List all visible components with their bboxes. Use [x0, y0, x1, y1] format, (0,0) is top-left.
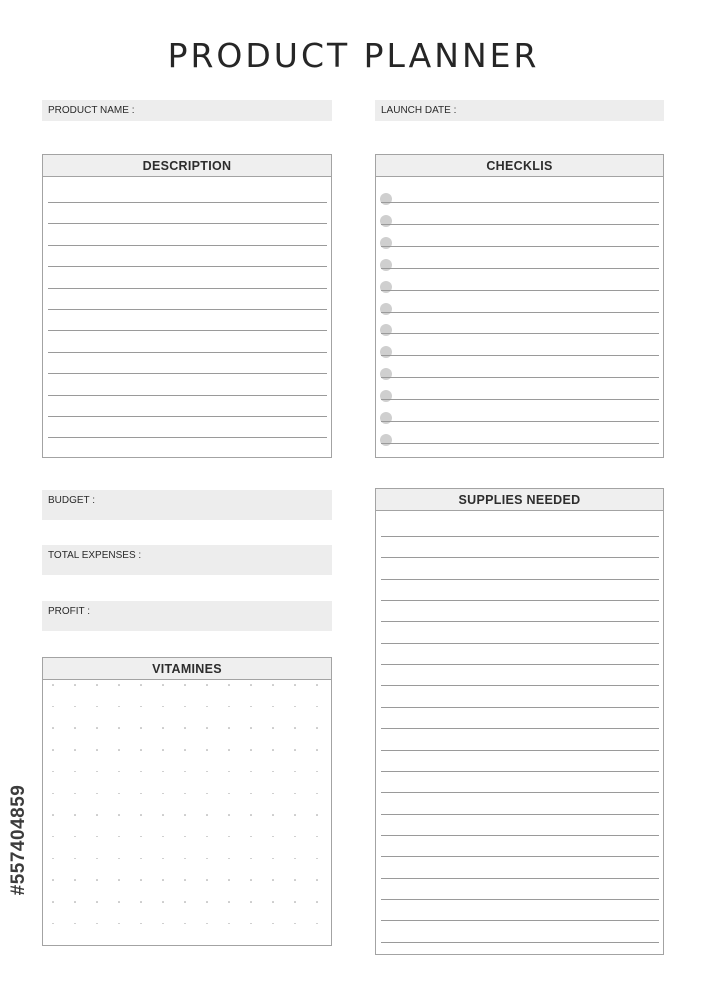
- grid-dot: [184, 684, 186, 686]
- grid-dot: [118, 814, 120, 816]
- grid-dot: [140, 727, 142, 729]
- description-line: [48, 437, 327, 438]
- grid-dot: [206, 684, 208, 686]
- checklist-line: [381, 224, 659, 225]
- grid-dot: [74, 901, 76, 903]
- grid-dot: [272, 793, 274, 795]
- grid-dot: [96, 706, 98, 708]
- description-line: [48, 330, 327, 331]
- grid-dot: [228, 727, 230, 729]
- grid-dot: [206, 727, 208, 729]
- grid-dot: [96, 901, 98, 903]
- grid-dot: [162, 836, 164, 838]
- grid-dot: [272, 727, 274, 729]
- grid-dot: [74, 879, 76, 881]
- grid-dot: [294, 706, 296, 708]
- supplies-line: [381, 771, 659, 772]
- grid-dot: [316, 706, 318, 708]
- grid-dot: [228, 749, 230, 751]
- grid-dot: [184, 923, 186, 925]
- supplies-header: SUPPLIES NEEDED: [376, 489, 663, 511]
- grid-dot: [316, 879, 318, 881]
- grid-dot: [118, 836, 120, 838]
- checklist-box: [375, 154, 664, 458]
- description-line: [48, 309, 327, 310]
- grid-dot: [162, 749, 164, 751]
- grid-dot: [294, 771, 296, 773]
- grid-dot: [250, 923, 252, 925]
- grid-dot: [118, 771, 120, 773]
- grid-dot: [74, 814, 76, 816]
- grid-dot: [52, 727, 54, 729]
- supplies-line: [381, 707, 659, 708]
- grid-dot: [140, 793, 142, 795]
- supplies-line: [381, 664, 659, 665]
- checkbox-circle-icon[interactable]: [380, 390, 392, 402]
- grid-dot: [140, 836, 142, 838]
- grid-dot: [162, 901, 164, 903]
- grid-dot: [96, 923, 98, 925]
- grid-dot: [140, 858, 142, 860]
- grid-dot: [184, 814, 186, 816]
- grid-dot: [118, 793, 120, 795]
- grid-dot: [118, 923, 120, 925]
- grid-dot: [250, 814, 252, 816]
- supplies-line: [381, 942, 659, 943]
- grid-dot: [250, 793, 252, 795]
- page-title: PRODUCT PLANNER: [167, 36, 540, 75]
- grid-dot: [96, 858, 98, 860]
- description-line: [48, 266, 327, 267]
- checkbox-circle-icon[interactable]: [380, 303, 392, 315]
- supplies-line: [381, 792, 659, 793]
- vitamines-header: VITAMINES: [43, 658, 331, 680]
- grid-dot: [52, 684, 54, 686]
- launch-date-label: LAUNCH DATE :: [381, 105, 457, 116]
- description-line: [48, 245, 327, 246]
- grid-dot: [228, 793, 230, 795]
- grid-dot: [162, 793, 164, 795]
- grid-dot: [250, 749, 252, 751]
- grid-dot: [118, 901, 120, 903]
- grid-dot: [206, 858, 208, 860]
- grid-dot: [206, 923, 208, 925]
- grid-dot: [74, 727, 76, 729]
- budget-label: BUDGET :: [48, 495, 96, 506]
- grid-dot: [52, 879, 54, 881]
- grid-dot: [206, 749, 208, 751]
- description-line: [48, 416, 327, 417]
- grid-dot: [316, 771, 318, 773]
- grid-dot: [184, 706, 186, 708]
- grid-dot: [184, 858, 186, 860]
- grid-dot: [206, 836, 208, 838]
- grid-dot: [228, 706, 230, 708]
- grid-dot: [74, 706, 76, 708]
- grid-dot: [140, 923, 142, 925]
- checklist-header: CHECKLIS: [376, 155, 663, 177]
- description-line: [48, 373, 327, 374]
- grid-dot: [272, 814, 274, 816]
- grid-dot: [96, 684, 98, 686]
- checklist-line: [381, 246, 659, 247]
- grid-dot: [184, 727, 186, 729]
- grid-dot: [118, 706, 120, 708]
- description-line: [48, 395, 327, 396]
- grid-dot: [96, 879, 98, 881]
- grid-dot: [52, 793, 54, 795]
- description-header: DESCRIPTION: [43, 155, 331, 177]
- grid-dot: [294, 923, 296, 925]
- grid-dot: [250, 879, 252, 881]
- grid-dot: [140, 771, 142, 773]
- grid-dot: [52, 814, 54, 816]
- grid-dot: [96, 727, 98, 729]
- checkbox-circle-icon[interactable]: [380, 434, 392, 446]
- checklist-line: [381, 421, 659, 422]
- supplies-line: [381, 685, 659, 686]
- checkbox-circle-icon[interactable]: [380, 215, 392, 227]
- grid-dot: [140, 749, 142, 751]
- stock-id-text: #557404859: [8, 784, 29, 896]
- grid-dot: [316, 858, 318, 860]
- grid-dot: [316, 836, 318, 838]
- checklist-line: [381, 377, 659, 378]
- grid-dot: [250, 836, 252, 838]
- checkbox-circle-icon[interactable]: [380, 237, 392, 249]
- supplies-line: [381, 728, 659, 729]
- grid-dot: [250, 771, 252, 773]
- grid-dot: [250, 858, 252, 860]
- supplies-line: [381, 536, 659, 537]
- checklist-line: [381, 202, 659, 203]
- supplies-line: [381, 878, 659, 879]
- vitamines-box: [42, 657, 332, 946]
- grid-dot: [96, 793, 98, 795]
- grid-dot: [162, 684, 164, 686]
- grid-dot: [316, 684, 318, 686]
- grid-dot: [206, 793, 208, 795]
- grid-dot: [272, 923, 274, 925]
- supplies-line: [381, 814, 659, 815]
- grid-dot: [162, 858, 164, 860]
- grid-dot: [118, 749, 120, 751]
- checkbox-circle-icon[interactable]: [380, 259, 392, 271]
- grid-dot: [52, 706, 54, 708]
- grid-dot: [316, 923, 318, 925]
- grid-dot: [96, 749, 98, 751]
- grid-dot: [294, 749, 296, 751]
- grid-dot: [52, 771, 54, 773]
- grid-dot: [228, 901, 230, 903]
- stock-id-watermark: [6, 760, 32, 920]
- grid-dot: [228, 879, 230, 881]
- grid-dot: [250, 727, 252, 729]
- grid-dot: [228, 814, 230, 816]
- grid-dot: [140, 814, 142, 816]
- grid-dot: [294, 684, 296, 686]
- grid-dot: [184, 793, 186, 795]
- grid-dot: [316, 749, 318, 751]
- checkbox-circle-icon[interactable]: [380, 412, 392, 424]
- grid-dot: [96, 836, 98, 838]
- checklist-line: [381, 355, 659, 356]
- grid-dot: [250, 901, 252, 903]
- supplies-line: [381, 643, 659, 644]
- supplies-line: [381, 621, 659, 622]
- supplies-line: [381, 750, 659, 751]
- grid-dot: [206, 771, 208, 773]
- profit-field[interactable]: [42, 601, 332, 631]
- product-name-field[interactable]: [42, 100, 332, 121]
- budget-field[interactable]: [42, 490, 332, 520]
- grid-dot: [294, 836, 296, 838]
- grid-dot: [140, 879, 142, 881]
- grid-dot: [162, 727, 164, 729]
- grid-dot: [118, 727, 120, 729]
- grid-dot: [206, 901, 208, 903]
- checklist-line: [381, 290, 659, 291]
- grid-dot: [206, 879, 208, 881]
- checkbox-circle-icon[interactable]: [380, 346, 392, 358]
- grid-dot: [272, 836, 274, 838]
- grid-dot: [316, 901, 318, 903]
- grid-dot: [228, 836, 230, 838]
- grid-dot: [162, 814, 164, 816]
- grid-dot: [294, 858, 296, 860]
- grid-dot: [250, 684, 252, 686]
- grid-dot: [118, 858, 120, 860]
- grid-dot: [294, 901, 296, 903]
- grid-dot: [184, 836, 186, 838]
- checkbox-circle-icon[interactable]: [380, 324, 392, 336]
- grid-dot: [228, 923, 230, 925]
- grid-dot: [74, 923, 76, 925]
- grid-dot: [74, 858, 76, 860]
- grid-dot: [294, 814, 296, 816]
- grid-dot: [74, 749, 76, 751]
- grid-dot: [184, 771, 186, 773]
- grid-dot: [272, 684, 274, 686]
- grid-dot: [140, 901, 142, 903]
- supplies-line: [381, 557, 659, 558]
- grid-dot: [294, 879, 296, 881]
- checkbox-circle-icon[interactable]: [380, 281, 392, 293]
- grid-dot: [96, 771, 98, 773]
- grid-dot: [52, 858, 54, 860]
- grid-dot: [162, 879, 164, 881]
- grid-dot: [74, 793, 76, 795]
- supplies-line: [381, 920, 659, 921]
- grid-dot: [162, 923, 164, 925]
- grid-dot: [96, 814, 98, 816]
- description-line: [48, 288, 327, 289]
- launch-date-field[interactable]: [375, 100, 664, 121]
- grid-dot: [316, 814, 318, 816]
- product-name-label: PRODUCT NAME :: [48, 105, 135, 116]
- grid-dot: [272, 901, 274, 903]
- checklist-line: [381, 443, 659, 444]
- checklist-line: [381, 312, 659, 313]
- grid-dot: [250, 706, 252, 708]
- total-expenses-field[interactable]: [42, 545, 332, 575]
- supplies-line: [381, 600, 659, 601]
- checklist-line: [381, 268, 659, 269]
- grid-dot: [206, 814, 208, 816]
- grid-dot: [316, 793, 318, 795]
- profit-label: PROFIT :: [48, 606, 91, 617]
- grid-dot: [316, 727, 318, 729]
- grid-dot: [74, 836, 76, 838]
- grid-dot: [206, 706, 208, 708]
- checkbox-circle-icon[interactable]: [380, 193, 392, 205]
- grid-dot: [228, 684, 230, 686]
- description-box: [42, 154, 332, 458]
- grid-dot: [52, 836, 54, 838]
- grid-dot: [272, 771, 274, 773]
- supplies-line: [381, 856, 659, 857]
- grid-dot: [294, 793, 296, 795]
- grid-dot: [118, 684, 120, 686]
- grid-dot: [294, 727, 296, 729]
- grid-dot: [52, 923, 54, 925]
- checklist-line: [381, 333, 659, 334]
- grid-dot: [74, 684, 76, 686]
- grid-dot: [140, 706, 142, 708]
- grid-dot: [52, 901, 54, 903]
- grid-dot: [184, 879, 186, 881]
- checklist-line: [381, 399, 659, 400]
- grid-dot: [272, 706, 274, 708]
- grid-dot: [52, 749, 54, 751]
- grid-dot: [162, 706, 164, 708]
- supplies-line: [381, 899, 659, 900]
- grid-dot: [184, 901, 186, 903]
- supplies-line: [381, 835, 659, 836]
- grid-dot: [140, 684, 142, 686]
- grid-dot: [272, 879, 274, 881]
- grid-dot: [118, 879, 120, 881]
- grid-dot: [228, 858, 230, 860]
- grid-dot: [162, 771, 164, 773]
- checkbox-circle-icon[interactable]: [380, 368, 392, 380]
- grid-dot: [228, 771, 230, 773]
- total-expenses-label: TOTAL EXPENSES :: [48, 550, 142, 561]
- grid-dot: [184, 749, 186, 751]
- grid-dot: [272, 749, 274, 751]
- grid-dot: [272, 858, 274, 860]
- description-line: [48, 202, 327, 203]
- description-line: [48, 223, 327, 224]
- supplies-line: [381, 579, 659, 580]
- supplies-box: [375, 488, 664, 955]
- grid-dot: [74, 771, 76, 773]
- description-line: [48, 352, 327, 353]
